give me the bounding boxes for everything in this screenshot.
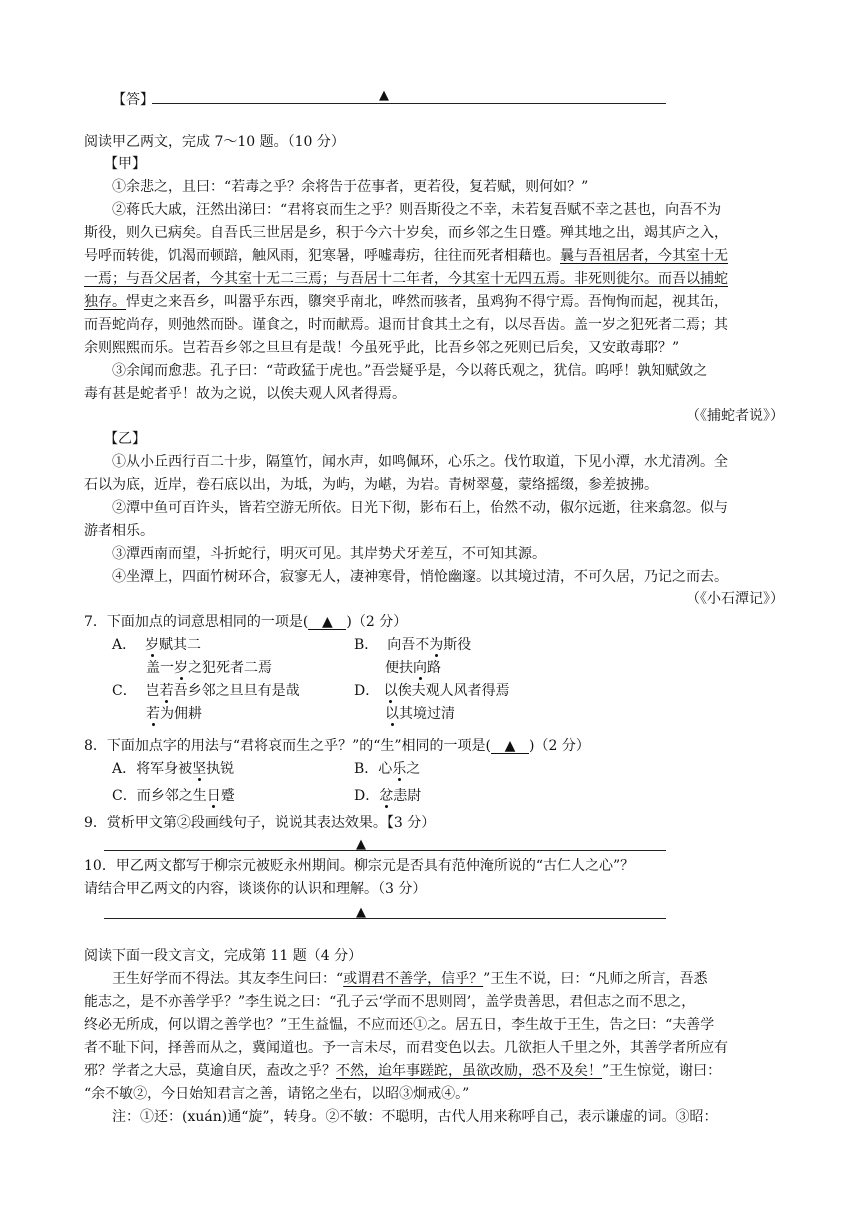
q7-option-a-line1: [112, 636, 201, 654]
option-text: 心: [378, 761, 393, 777]
option-text: 为佣耕: [160, 706, 202, 722]
jia-para-2-line: ②蒋氏大戚，汪然出涕曰：“君将哀而生之乎？则吾斯役之不幸，未若复吾赋不幸之甚也，向吾不为: [112, 202, 722, 218]
q9-answer-rule: [104, 850, 666, 851]
text-segment: 王生好学而不得法。其友李生问曰：“: [112, 971, 344, 987]
option-text: 其境过清: [399, 706, 455, 722]
section2-line: [84, 1062, 721, 1080]
jia-para-3-line: 毒有甚是蛇者乎！故为之说，以俟夫观人风者得焉。: [84, 386, 406, 402]
yi-para-4: ④坐潭上，四面竹树环合，寂寥无人，凄神寒骨，悄怆幽邃。以其境过清，不可久居，乃记之而去。: [112, 569, 728, 585]
option-text: 蹙: [220, 788, 235, 804]
yi-para-2-line: ②潭中鱼可百许头，皆若空游无所依。日光下彻，影布石上，佁然不动，俶尔远逝，往来翕忽。似与: [112, 500, 728, 516]
q7-answer-blank: ▲: [308, 615, 346, 630]
section2-line: 能志之，是不亦善学乎？”李生说之曰：“孔子云‘学而不思则罔’，盖学贵善思，君但志之而不思之，: [84, 994, 696, 1010]
jia-para-2-line: [84, 293, 728, 311]
jia-source: （《捕蛇者说》）: [686, 408, 784, 424]
dotted-char: 岁: [145, 637, 160, 653]
option-letter: C．: [112, 788, 137, 804]
dotted-char: 若: [146, 706, 160, 722]
q7-option-b-line1: [354, 636, 471, 654]
jia-text-segment: 悍吏之来吾乡，叫嚣乎东西，隳突乎南北，哗然而骇者，虽鸡狗不得宁焉。吾恂恂而起，视其缶，: [126, 294, 728, 310]
jia-para-2-line: 余则熙熙而乐。岂若吾乡邻之旦旦有是哉！今虽死乎此，比吾乡邻之死则已后矣，又安敢毒耶？”: [84, 340, 680, 356]
q8-stem-score: )（2 分）: [529, 738, 590, 754]
q8-stem: [84, 737, 590, 755]
section2-note: 注：①还：(xuán)通“旋”，转身。②不敏：不聪明，古代人用来称呼自己，表示谦虚的词。③昭：: [112, 1109, 718, 1125]
section1-intro: 阅读甲乙两文，完成 7～10 题。（10 分）: [84, 134, 345, 150]
q8-option-d: [354, 787, 421, 805]
option-letter: A．: [112, 637, 137, 653]
option-text: 执锐: [206, 761, 235, 777]
option-letter: B．: [354, 637, 379, 653]
yi-heading: 【乙】: [104, 431, 146, 447]
q10-stem-line2: 请结合甲乙两文的内容，谈谈你的认识和理解。（3 分）: [84, 881, 427, 897]
option-letter: D．: [354, 788, 380, 804]
option-letter: C．: [112, 683, 137, 699]
jia-text-segment: 号呼而转徙，饥渴而顿踣，触风雨，犯寒暑，呼嘘毒疠，往往而死者相藉也。: [84, 248, 560, 264]
text-segment: ”王生惊觉，谢曰：: [602, 1063, 722, 1079]
section2-line: 终必无所成，何以谓之善学也？”王生益愠，不应而还①之。居五日，李生故于王生，告之曰：“夫善学: [84, 1017, 715, 1033]
q8-option-a: [112, 760, 234, 778]
q7-stem-text: 7．下面加点的词意思相同的一项是(: [84, 614, 309, 630]
q8-option-b: [354, 760, 420, 778]
dotted-char: 日: [206, 788, 221, 804]
yi-para-3: ③潭西南而望，斗折蛇行，明灭可见。其岸势犬牙差互，不可知其源。: [112, 546, 546, 562]
option-letter: B．: [354, 761, 379, 777]
yi-para-1-line: 石以为底，近岸，卷石底以出，为坻，为屿，为嵁，为岩。青树翠蔓，蒙络摇缀，参差披拂。: [84, 477, 658, 493]
option-letter: D．: [354, 683, 380, 699]
jia-para-2-line: 斯役，则久已病矣。自吾氏三世居是乡，积于今六十岁矣，而乡邻之生日蹙。殚其地之出，竭其庐之入，: [84, 225, 728, 241]
q8-answer-blank: ▲: [491, 739, 529, 754]
jia-para-1: ①余悲之，且曰：“若毒之乎？余将告于莅事者，更若役，复若赋，则何如？”: [112, 179, 589, 195]
dotted-char: 忿: [379, 788, 394, 804]
q7-stem-score: )（2 分）: [346, 614, 408, 630]
section2-line: “余不敏②，今日始知君言之善，请铭之坐右，以昭③炯戒④。”: [84, 1086, 470, 1102]
q7-option-c-line2: [146, 705, 202, 723]
answer-rule: [152, 103, 666, 104]
q9-stem: 9．赏析甲文第②段画线句子，说说其表达效果。【3 分）: [84, 815, 436, 831]
answer-marker: ▲: [379, 88, 389, 103]
q10-marker: ▲: [356, 905, 366, 920]
option-text: 而乡邻之生: [136, 788, 207, 804]
dotted-char: 岁: [174, 660, 188, 676]
dotted-char: 以: [383, 683, 398, 699]
option-text: 便扶: [385, 660, 413, 676]
option-text: 将军身被: [136, 761, 193, 777]
q10-answer-rule: [104, 918, 666, 919]
jia-underlined-segment: 独存。: [84, 294, 126, 310]
q7-option-c-line1: [112, 682, 300, 700]
option-text: 俟夫观人风者得焉: [397, 683, 510, 699]
q7-option-a-line2: [146, 659, 272, 677]
yi-para-1-line: ①从小丘西行百二十步，隔篁竹，闻水声，如鸣佩环，心乐之。伐竹取道，下见小潭，水尤清冽。全: [112, 454, 728, 470]
option-text: 吾乡邻之旦旦有是哉: [173, 683, 300, 699]
underlined-segment: 或谓君不善学，信乎？: [343, 971, 484, 987]
jia-para-2-line: 而吾蛇尚存，则弛然而卧。谨食之，时而献焉。退而甘食其土之有，以尽吾齿。盖一岁之犯死者二焉；其: [84, 317, 728, 333]
q8-stem-text: 8．下面加点字的用法与“君将哀而生之乎？”的“生”相同的一项是(: [84, 738, 491, 754]
dotted-char: 为: [429, 637, 444, 653]
jia-para-2-underlined-line: 一焉；与吾父居者，今其室十无二三焉；与吾居十二年者，今其室十无四五焉。非死则徙尔。而吾以捕蛇: [84, 271, 728, 287]
text-segment: 邪？学者之大忌，莫逾自厌，盍改之乎？: [84, 1063, 336, 1079]
option-text: 之犯死者二焉: [188, 660, 272, 676]
text-segment: ”王生不说，曰：“凡师之所言，吾悉: [483, 971, 708, 987]
section2-line: 者不耻下问，择善而从之，冀闻道也。予一言未尽，而君变色以去。几欲拒人千里之外，其善学者所应有: [84, 1040, 728, 1056]
jia-para-3-line: ③余闻而愈悲。孔子曰：“苛政猛于虎也。”吾尝疑乎是，今以蒋氏观之，犹信。呜呼！孰知赋敛之: [112, 363, 708, 379]
q7-option-d-line1: [354, 682, 510, 700]
section2-intro: 阅读下面一段文言文，完成第 11 题（4 分）: [84, 948, 363, 964]
jia-heading: 【甲】: [104, 156, 146, 172]
dotted-char: 向: [413, 660, 427, 676]
option-text: 斯役: [443, 637, 472, 653]
dotted-char: 若: [159, 683, 174, 699]
q10-stem-line1: 10．甲乙两文都写于柳宗元被贬永州期间。柳宗元是否具有范仲淹所说的“古仁人之心”？: [84, 858, 635, 874]
option-letter: A．: [112, 761, 137, 777]
q8-option-c: [112, 787, 235, 805]
section2-line: [112, 970, 707, 988]
q7-option-b-line2: [385, 659, 441, 677]
option-text: 盖一: [146, 660, 174, 676]
q7-stem: [84, 613, 407, 631]
jia-para-2-line: [84, 247, 728, 265]
answer-label: 【答】: [112, 92, 154, 108]
option-text: 向吾不: [387, 637, 430, 653]
dotted-char: 乐: [392, 761, 407, 777]
q9-marker: ▲: [356, 837, 366, 852]
option-text: 之: [406, 761, 421, 777]
dotted-char: 坚: [192, 761, 207, 777]
option-text: 岂: [145, 683, 160, 699]
option-text: 路: [427, 660, 441, 676]
underlined-segment: 不然，迨年事蹉跎，虽欲改励，恐不及矣！: [336, 1063, 602, 1079]
jia-underlined-segment: 曩与吾祖居者，今其室十无: [560, 248, 728, 264]
q7-option-d-line2: [385, 705, 455, 723]
option-text: 赋其二: [159, 637, 202, 653]
dotted-char: 以: [385, 706, 399, 722]
yi-para-2-line: 游者相乐。: [84, 523, 154, 539]
option-text: 恚尉: [393, 788, 422, 804]
yi-source: （《小石潭记》）: [686, 591, 784, 607]
